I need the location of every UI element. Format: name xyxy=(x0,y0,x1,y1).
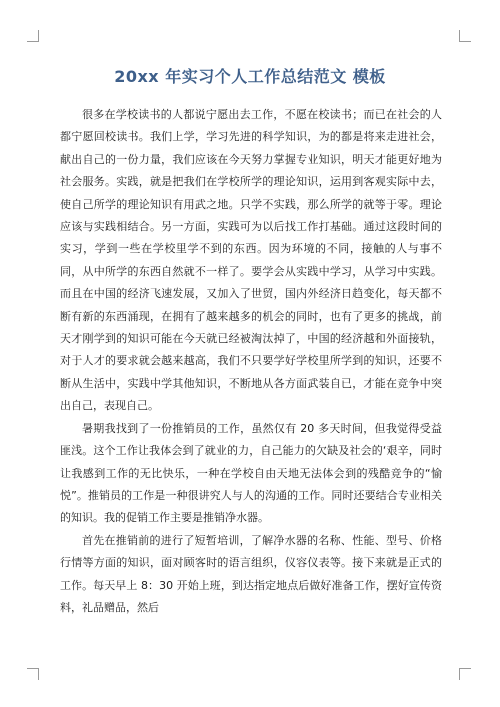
crop-mark-top-right xyxy=(459,30,471,42)
crop-mark-bottom-left xyxy=(27,668,39,680)
paragraph-3: 首先在推销前的进行了短暂培训，了解净水器的名称、性能、型号、价格行情等方面的知识，面对顾客时的语言组织，仪容仪表等。接下来就是正式的工作。每天早上 8：30 开始上班，到达指定地点后做好准备工作，摆好宣传资料，礼品赠品，然后 xyxy=(60,533,442,614)
crop-mark-top-left xyxy=(27,30,39,42)
paragraph-1: 很多在学校读书的人都说宁愿出去工作，不愿在校读书；而已在社会的人都宁愿回校读书。我们上学，学习先进的科学知识，为的都是将来走进社会，献出自己的一份力量，我们应该在今天努力掌握专业知识，明天才能更好地为社会服务。实践，就是把我们在学校所学的理论知识，运用到客观实际中去，使自己所学的理论知识有用武之地。只学不实践，那么所学的就等于零。理论应该与实践相结合。另一方面，实践可为以后找工作打基础。通过这段时间的实习，学到一些在学校里学不到的东西。因为环境的不同，接触的人与事不同，从中所学的东西自然就不一样了。要学会从实践中学习，从学习中实践。而且在中国的经济飞速发展，又加入了世贸，国内外经济日趋变化，每天都不断有新的东西涌现，在拥有了越来越多的机会的同时，也有了更多的挑战，前天才刚学到的知识可能在今天就已经被淘汰掉了，中国的经济越和外面接轨，对于人才的要求就会越来越高，我们不只要学好学校里所学到的知识，还要不断从生活中，实践中学其他知识，不断地从各方面武装自已，才能在竞争中突出自己，表现自己。 xyxy=(60,108,442,413)
document-title: 20xx 年实习个人工作总结范文 模板 xyxy=(114,67,386,86)
document-body xyxy=(60,104,442,619)
crop-mark-bottom-right xyxy=(459,668,471,680)
paragraph-2: 暑期我找到了一份推销员的工作，虽然仅有 20 多天时间，但我觉得受益匪浅。这个工作让我体会到了就业的力，自己能力的欠缺及社会的‘艰辛，同时让我感到工作的无比快乐，一种在学校自由天地无法体会到的残酷竞争的“愉悦”。推销员的工作是一种很讲究人与人的沟通的工作。同时还要结合专业相关的知识。我的促销工作主要是推销净水器。 xyxy=(60,421,442,525)
